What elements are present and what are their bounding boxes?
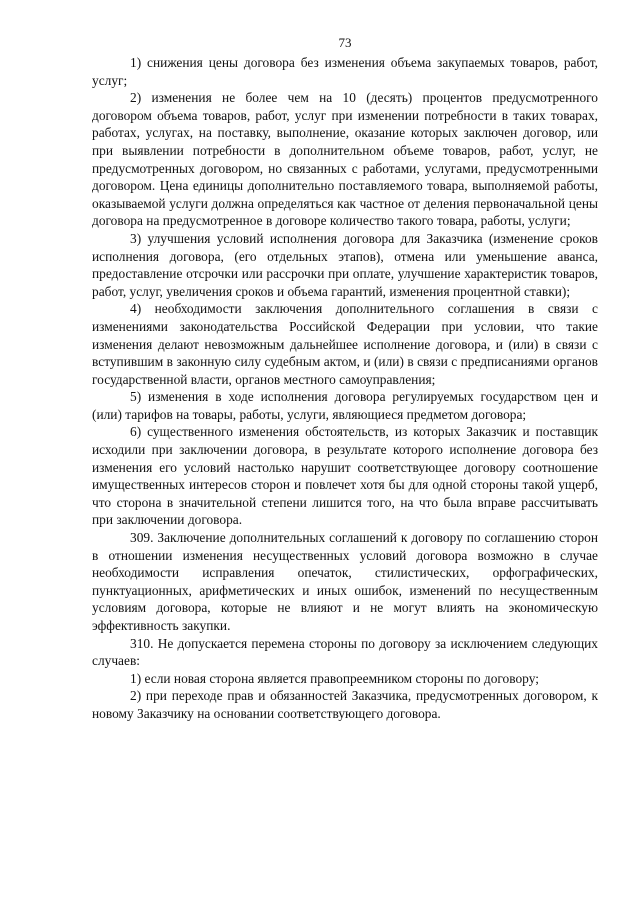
page-number: 73	[338, 35, 352, 50]
paragraph-item-1: 1) снижения цены договора без изменения объема закупаемых товаров, работ, услуг;	[92, 55, 598, 88]
paragraph-case-2: 2) при переходе прав и обязанностей Заказчика, предусмотренных договором, к новому Заказчику на основании соответствующего договора.	[92, 688, 598, 721]
paragraph-item-3: 3) улучшения условий исполнения договора для Заказчика (изменение сроков исполнения договора, (его отдельных этапов), отмена или уменьшение аванса, предоставление отсрочки или рассрочки при оплате, улучшение характеристик товаров, работ, услуг, увеличения сроков и объема гарантий, изменения процентной ставки);	[92, 230, 598, 299]
paragraph-clause-310: 310. Не допускается перемена стороны по договору за исключением следующих случаев:	[92, 635, 598, 669]
document-page	[92, 34, 598, 894]
paragraph-clause-309: 309. Заключение дополнительных соглашений к договору по соглашению сторон в отношении изменения несущественных условий договора возможно в случае необходимости исправления опечаток, стилистических, орфографических, пунктуационных, арифметических и иных ошибок, изменений по несущественным условиям договора, которые не влияют и не могут влиять на экономическую эффективность закупки.	[92, 530, 598, 633]
paragraph-item-5: 5) изменения в ходе исполнения договора регулируемых государством цен и (или) тарифов на товары, работы, услуги, являющиеся предметом договора;	[92, 389, 598, 422]
paragraph-item-6: 6) существенного изменения обстоятельств, из которых Заказчик и поставщик исходили при заключении договора, в результате которого исполнение договора без изменения его условий настолько нарушит соответствующее договору соотношение имущественных интересов сторон и повлечет хотя бы для одной стороны такой ущерб, что сторона в значительной степени лишится того, на что была вправе рассчитывать при заключении договора.	[92, 424, 598, 528]
paragraph-item-4: 4) необходимости заключения дополнительного соглашения в связи с изменениями законодательства Российской Федерации при условии, что такие изменения делают невозможным дальнейшее исполнение договора, и (или) в связи с вступившим в законную силу судебным актом, и (или) в связи с предписаниями органов государственной власти, органов местного самоуправления;	[92, 301, 598, 387]
paragraph-case-1: 1) если новая сторона является правопреемником стороны по договору;	[130, 670, 539, 686]
paragraph-item-2: 2) изменения не более чем на 10 (десять) процентов предусмотренного договором объема товаров, работ, услуг при изменении потребности в таких товарах, работах, услугах, на поставку, выполнение, оказание которых заключен договор, или при выявлении потребности в дополнительном объеме товаров, работ, услуг, не предусмотренных договором, но связанных с работами, услугами, предусмотренными договором. Цена единицы дополнительно поставляемого товара, выполняемой работы, оказываемой услуги должна определяться как частное от деления первоначальной цены договора на предусмотренное в договоре количество такого товара, работы, услуги;	[92, 90, 598, 229]
